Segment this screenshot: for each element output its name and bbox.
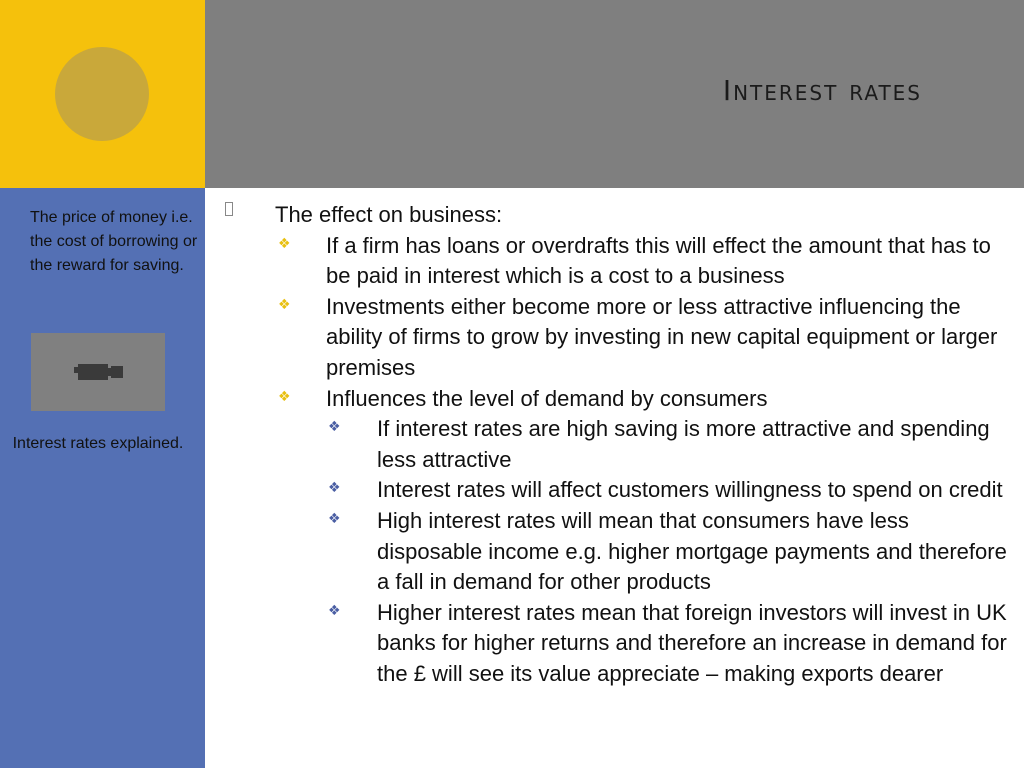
video-label: Interest rates explained. [12, 435, 184, 452]
decorative-circle [55, 47, 149, 141]
sub-bullet-item [222, 414, 1012, 475]
lead-text: The effect on business: [275, 202, 503, 227]
sidebar [0, 188, 205, 768]
title-header [205, 0, 1024, 188]
slide-title: Interest rates [722, 74, 922, 107]
bullet-text: If interest rates are high saving is more attractive and spending less attractive [377, 416, 990, 472]
arrow-bullet-icon [225, 202, 233, 216]
bullet-text: Higher interest rates mean that foreign investors will invest in UK banks for higher returns and therefore an increase in demand for the £ will see its value appreciate – making exports dearer [377, 599, 1007, 686]
sub-bullet-item [222, 598, 1012, 690]
diamond-bullet-icon: ❖ [278, 387, 291, 404]
bullet-text: High interest rates will mean that consumers have less disposable income e.g. higher mortgage payments and therefore a fall in demand for other products [377, 507, 1007, 595]
sidebar-caption: The price of money i.e. the cost of borrowing or the reward for saving. [30, 209, 198, 274]
diamond-bullet-icon: ❖ [278, 234, 291, 251]
bullet-item [222, 384, 1012, 415]
bullet-item [222, 231, 1012, 292]
bullet-list [222, 231, 1012, 690]
bullet-text: Interest rates will affect customers willingness to spend on credit [377, 477, 1003, 503]
bullet-item [222, 292, 1012, 384]
video-thumbnail[interactable] [31, 333, 165, 411]
sub-bullet-item [222, 475, 1012, 506]
diamond-bullet-icon: ❖ [328, 418, 341, 435]
diamond-bullet-icon: ❖ [328, 479, 341, 496]
sub-bullet-item [222, 506, 1012, 598]
bullet-text: If a firm has loans or overdrafts this will effect the amount that has to be paid in interest which is a cost to a business [326, 232, 991, 289]
corner-yellow-block [0, 0, 205, 188]
diamond-bullet-icon: ❖ [328, 509, 341, 526]
bullet-text: Influences the level of demand by consumers [326, 385, 768, 411]
bullet-text: Investments either become more or less attractive influencing the ability of firms to grow by investing in new capital equipment or larger premises [326, 293, 998, 380]
diamond-bullet-icon: ❖ [278, 295, 291, 312]
diamond-bullet-icon: ❖ [328, 601, 341, 618]
video-camera-icon [74, 361, 123, 383]
